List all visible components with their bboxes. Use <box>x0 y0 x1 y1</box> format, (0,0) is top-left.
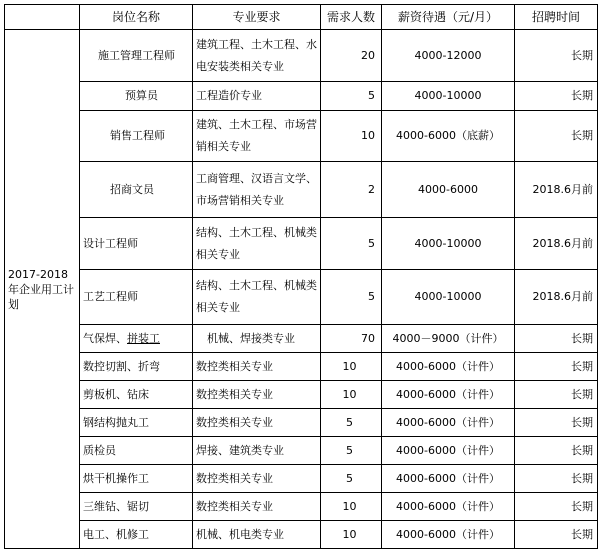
position-cell: 剪板机、钻床 <box>80 381 193 409</box>
table-row <box>5 521 598 549</box>
time-cell: 长期 <box>515 521 598 549</box>
count-cell: 20 <box>321 30 382 82</box>
table-row <box>5 111 598 162</box>
time-cell: 2018.6月前 <box>515 218 598 270</box>
count-cell: 2 <box>321 162 382 218</box>
count-cell: 10 <box>321 381 382 409</box>
position-cell: 设计工程师 <box>80 218 193 270</box>
header-time: 招聘时间 <box>515 5 598 30</box>
time-cell: 长期 <box>515 465 598 493</box>
salary-cell: 4000-6000（计件） <box>382 493 515 521</box>
table-row <box>5 409 598 437</box>
header-blank <box>5 5 80 30</box>
salary-cell: 4000-6000 <box>382 162 515 218</box>
table-row <box>5 218 598 270</box>
requirement-cell: 数控类相关专业 <box>193 493 321 521</box>
position-cell: 烘干机操作工 <box>80 465 193 493</box>
time-cell: 长期 <box>515 30 598 82</box>
position-cell: 预算员 <box>80 82 193 111</box>
requirement-cell: 机械、焊接类专业 <box>193 325 321 353</box>
position-cell: 销售工程师 <box>80 111 193 162</box>
requirement-cell: 建筑工程、土木工程、水电安装类相关专业 <box>193 30 321 82</box>
count-cell: 5 <box>321 465 382 493</box>
count-cell: 5 <box>321 409 382 437</box>
position-cell: 招商文员 <box>80 162 193 218</box>
header-requirement: 专业要求 <box>193 5 321 30</box>
table-row <box>5 325 598 353</box>
requirement-cell: 建筑、土木工程、市场营销相关专业 <box>193 111 321 162</box>
table-row <box>5 381 598 409</box>
header-position: 岗位名称 <box>80 5 193 30</box>
table-row <box>5 82 598 111</box>
header-row <box>5 5 598 30</box>
header-count: 需求人数 <box>321 5 382 30</box>
time-cell: 2018.6月前 <box>515 162 598 218</box>
table-row <box>5 30 598 82</box>
salary-cell: 4000-10000 <box>382 82 515 111</box>
requirement-cell: 数控类相关专业 <box>193 409 321 437</box>
table-row <box>5 162 598 218</box>
requirement-cell: 工商管理、汉语言文学、市场营销相关专业 <box>193 162 321 218</box>
salary-cell: 4000-6000（计件） <box>382 437 515 465</box>
position-cell: 工艺工程师 <box>80 270 193 325</box>
count-cell: 10 <box>321 493 382 521</box>
header-salary: 薪资待遇（元/月） <box>382 5 515 30</box>
salary-cell: 4000-6000（计件） <box>382 409 515 437</box>
time-cell: 长期 <box>515 353 598 381</box>
salary-cell: 4000-6000（计件） <box>382 381 515 409</box>
table-row <box>5 493 598 521</box>
table-row <box>5 270 598 325</box>
count-cell: 10 <box>321 521 382 549</box>
position-cell: 三维钻、锯切 <box>80 493 193 521</box>
requirement-cell: 焊接、建筑类专业 <box>193 437 321 465</box>
position-cell: 钢结构抛丸工 <box>80 409 193 437</box>
requirement-cell: 数控类相关专业 <box>193 381 321 409</box>
position-cell: 电工、机修工 <box>80 521 193 549</box>
position-cell: 数控切割、折弯 <box>80 353 193 381</box>
salary-cell: 4000－9000（计件） <box>382 325 515 353</box>
salary-cell: 4000-12000 <box>382 30 515 82</box>
time-cell: 长期 <box>515 493 598 521</box>
time-cell: 长期 <box>515 437 598 465</box>
position-part-underlined: 拼装工 <box>127 331 160 345</box>
salary-cell: 4000-6000（计件） <box>382 353 515 381</box>
time-cell: 长期 <box>515 111 598 162</box>
time-cell: 长期 <box>515 409 598 437</box>
time-cell: 2018.6月前 <box>515 270 598 325</box>
requirement-cell: 机械、机电类专业 <box>193 521 321 549</box>
time-cell: 长期 <box>515 381 598 409</box>
requirement-cell: 结构、土木工程、机械类相关专业 <box>193 218 321 270</box>
count-cell: 5 <box>321 270 382 325</box>
count-cell: 10 <box>321 111 382 162</box>
requirement-cell: 结构、土木工程、机械类相关专业 <box>193 270 321 325</box>
count-cell: 70 <box>321 325 382 353</box>
recruitment-plan-table <box>4 4 598 549</box>
position-cell <box>80 325 193 353</box>
count-cell: 5 <box>321 218 382 270</box>
salary-cell: 4000-6000（计件） <box>382 521 515 549</box>
count-cell: 5 <box>321 437 382 465</box>
table-row <box>5 353 598 381</box>
count-cell: 5 <box>321 82 382 111</box>
position-part: 气保焊、 <box>83 331 127 345</box>
table-row <box>5 465 598 493</box>
position-cell: 施工管理工程师 <box>80 30 193 82</box>
plan-label: 2017-2018年企业用工计划 <box>5 30 80 549</box>
table-row <box>5 437 598 465</box>
salary-cell: 4000-6000（计件） <box>382 465 515 493</box>
salary-cell: 4000-10000 <box>382 270 515 325</box>
salary-cell: 4000-10000 <box>382 218 515 270</box>
requirement-cell: 数控类相关专业 <box>193 465 321 493</box>
requirement-cell: 数控类相关专业 <box>193 353 321 381</box>
position-cell: 质检员 <box>80 437 193 465</box>
time-cell: 长期 <box>515 82 598 111</box>
salary-cell: 4000-6000（底薪） <box>382 111 515 162</box>
count-cell: 10 <box>321 353 382 381</box>
time-cell: 长期 <box>515 325 598 353</box>
requirement-cell: 工程造价专业 <box>193 82 321 111</box>
